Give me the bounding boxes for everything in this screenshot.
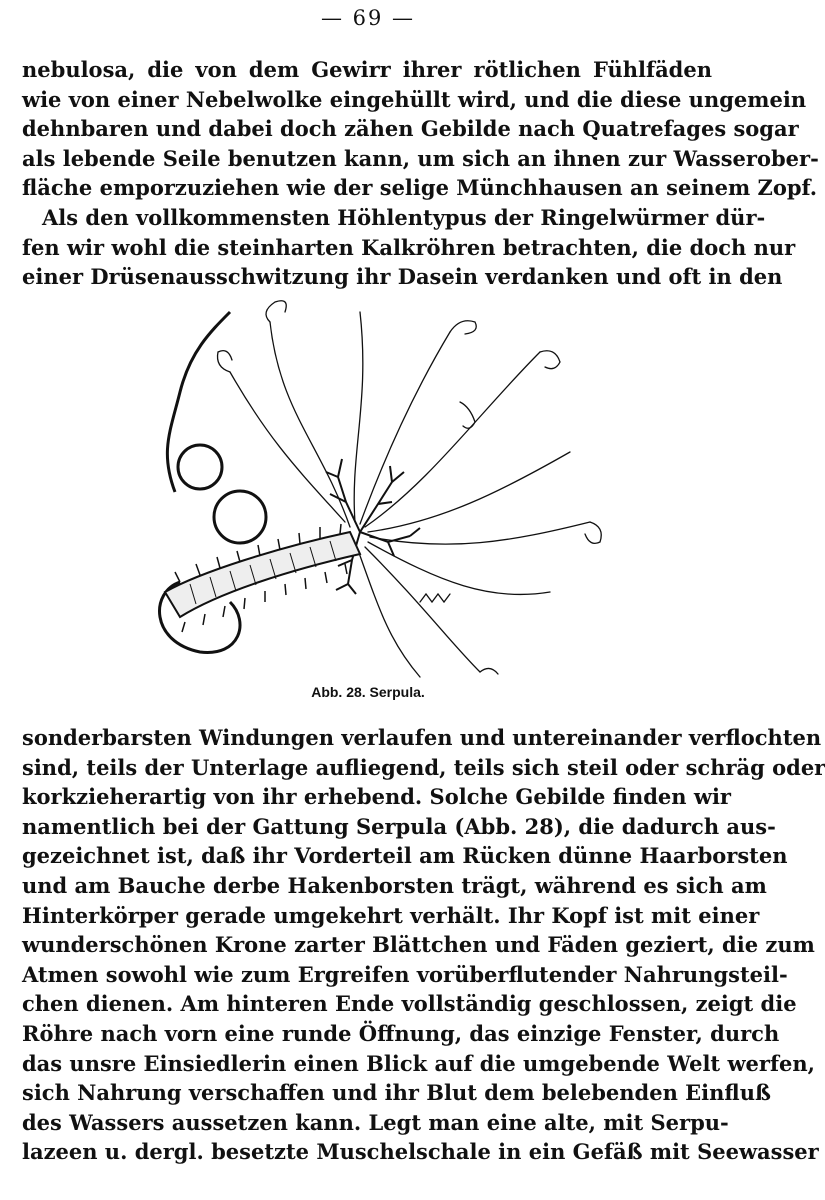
text-line: als lebende Seile benutzen kann, um sich an ihnen zur Wasserober- xyxy=(22,145,819,171)
text-line: korkzieherartig von ihr erhebend. Solche Gebilde finden wir xyxy=(22,784,731,810)
text-line: einer Drüsenausschwitzung ihr Dasein verdanken und oft in den xyxy=(22,264,783,290)
text-line: nebulosa, die von dem Gewirr ihrer rötlichen Fühlfäden xyxy=(22,57,712,82)
text-line: Hinterkörper gerade umgekehrt verhält. Ihr Kopf ist mit einer xyxy=(22,902,760,928)
paragraph-1 xyxy=(22,55,819,203)
text-line: fen wir wohl die steinharten Kalkröhren betrachten, die doch nur xyxy=(22,234,796,260)
text-line: sonderbarsten Windungen verlaufen und untereinander verflochten xyxy=(22,725,822,750)
page-number: — 69 — xyxy=(320,6,416,30)
text-line: des Wassers aussetzen kann. Legt man eine alte, mit Serpu- xyxy=(22,1109,729,1135)
text-line: sich Nahrung verschaffen und ihr Blut dem belebenden Einfluß xyxy=(22,1080,771,1106)
serpula-illustration xyxy=(120,292,620,682)
text-line: chen dienen. Am hinteren Ende vollständig geschlossen, zeigt die xyxy=(22,991,797,1017)
text-line: lazeen u. dergl. besetzte Muschelschale in ein Gefäß mit Seewasser xyxy=(22,1139,819,1165)
text-line: namentlich bei der Gattung Serpula (Abb. 28), die dadurch aus- xyxy=(22,813,776,839)
text-line: Atmen sowohl wie zum Ergreifen vorüberflutender Nahrungsteil- xyxy=(22,961,788,987)
text-line: wie von einer Nebelwolke eingehüllt wird, und die diese ungemein xyxy=(22,86,807,112)
text-line: sind, teils der Unterlage aufliegend, teils sich steil oder schräg oder xyxy=(22,754,825,780)
text-line: Als den vollkommensten Höhlentypus der Ringelwürmer dür- xyxy=(42,205,766,230)
paragraph-3 xyxy=(22,723,825,1167)
text-line: und am Bauche derbe Hakenborsten trägt, während es sich am xyxy=(22,872,767,898)
text-line: dehnbaren und dabei doch zähen Gebilde nach Quatrefages sogar xyxy=(22,116,799,142)
text-line: das unsre Einsiedlerin einen Blick auf die umgebende Welt werfen, xyxy=(22,1050,815,1076)
text-line: fläche emporzuziehen wie der selige Münchhausen an seinem Zopf. xyxy=(22,175,818,201)
text-line: gezeichnet ist, daß ihr Vorderteil am Rücken dünne Haarborsten xyxy=(22,843,788,869)
text-line: Röhre nach vorn eine runde Öffnung, das einzige Fenster, durch xyxy=(22,1020,780,1046)
text-line: wunderschönen Krone zarter Blättchen und Fäden geziert, die zum xyxy=(22,932,815,958)
figure-caption: Abb. 28. Serpula. xyxy=(311,684,425,700)
paragraph-2 xyxy=(22,203,796,292)
